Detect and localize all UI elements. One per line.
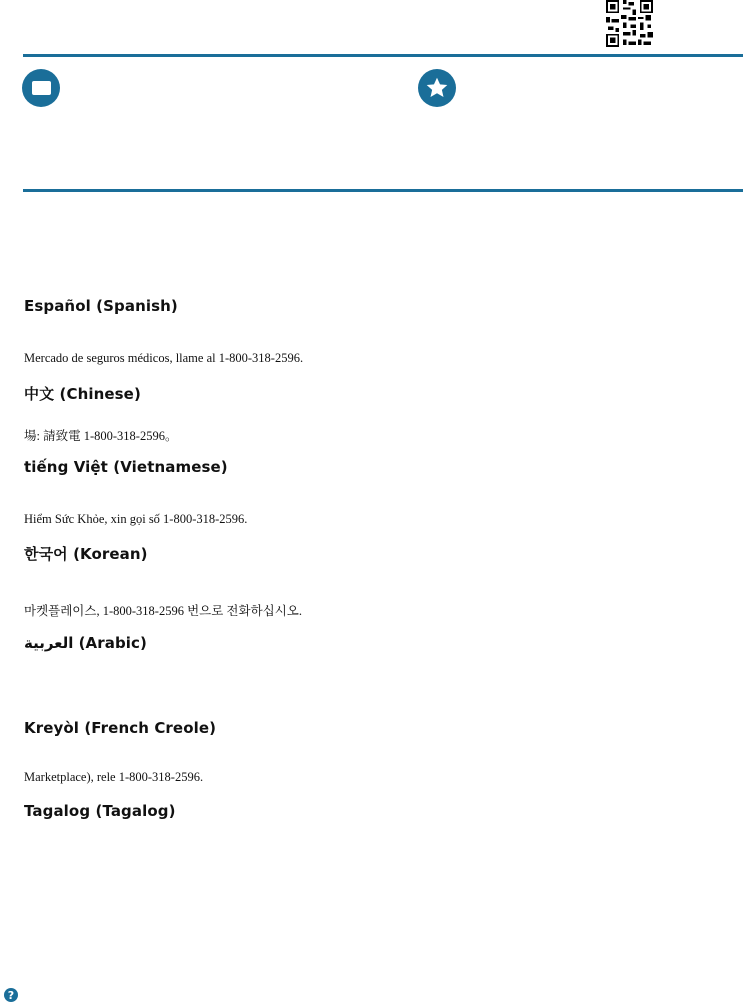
lang-text-vietnamese: Hiểm Sức Khỏe, xin gọi số 1-800-318-2596. xyxy=(24,512,248,526)
lang-text-spanish: Mercado de seguros médicos, llame al 1-800-318-2596. xyxy=(24,351,304,365)
lang-text-french-creole: Marketplace), rele 1-800-318-2596. xyxy=(24,770,204,784)
lang-heading-vietnamese: tiếng Việt (Vietnamese) xyxy=(24,458,228,476)
lang-heading-spanish: Español (Spanish) xyxy=(24,297,178,315)
help-icon[interactable]: ? xyxy=(4,988,18,1002)
section-divider-top xyxy=(23,54,743,57)
qr-code xyxy=(606,0,653,47)
section-divider-bottom xyxy=(23,189,743,192)
lang-heading-korean: 한국어 (Korean) xyxy=(24,545,148,563)
lang-text-korean: 마켓플레이스, 1-800-318-2596 번으로 전화하십시오. xyxy=(24,604,302,618)
lang-heading-tagalog: Tagalog (Tagalog) xyxy=(24,802,176,820)
screen-icon xyxy=(22,69,60,107)
star-icon xyxy=(418,69,456,107)
lang-text-chinese: 場: 請致電 1-800-318-2596。 xyxy=(24,429,178,443)
lang-heading-french-creole: Kreyòl (French Creole) xyxy=(24,719,217,737)
lang-heading-chinese: 中文 (Chinese) xyxy=(24,385,141,403)
lang-heading-arabic: العربية (Arabic) xyxy=(24,634,147,652)
